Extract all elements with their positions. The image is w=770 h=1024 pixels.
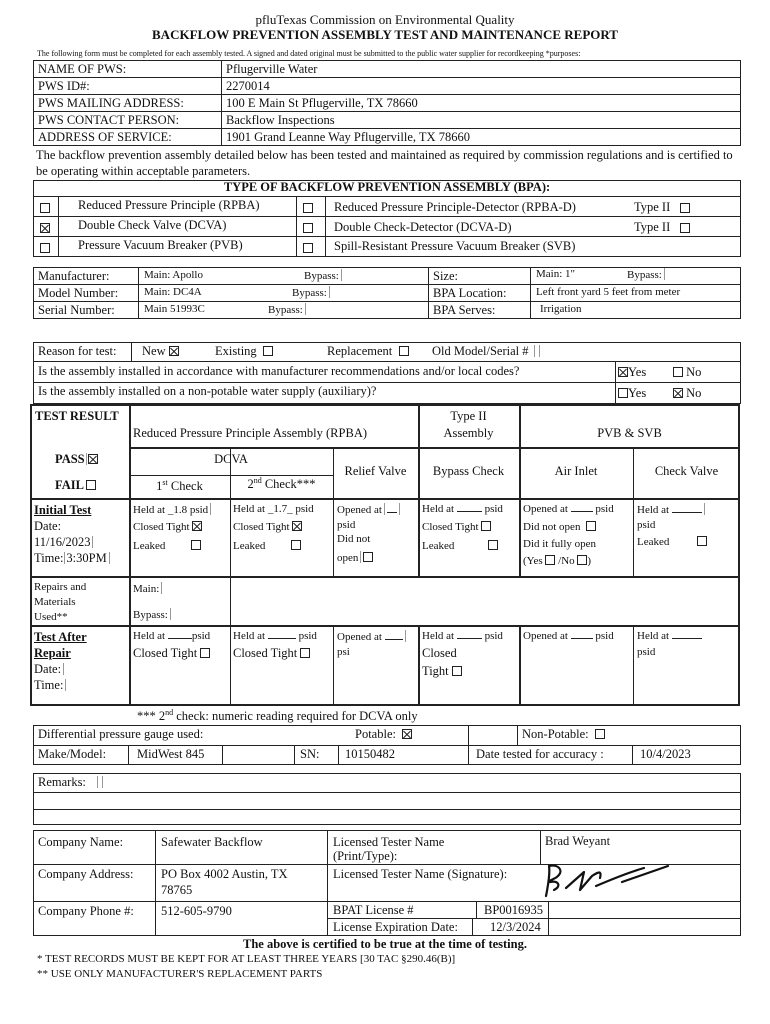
- rpbad-label: Reduced Pressure Principle-Detector (RPBA-D): [334, 200, 576, 214]
- after-bypass-closed: Closed: [422, 646, 457, 660]
- dcvad-type2-label: Type II: [634, 220, 671, 234]
- pws-id-label: PWS ID#:: [38, 79, 90, 93]
- check1-closed-tight[interactable]: Closed Tight: [133, 521, 202, 533]
- pws-id-value[interactable]: 2270014: [226, 79, 270, 93]
- remarks-box[interactable]: [33, 773, 741, 825]
- after-checkvalve-held-at[interactable]: Held at: [637, 630, 702, 642]
- parts-note: ** USE ONLY MANUFACTURER'S REPLACEMENT PARTS: [37, 968, 323, 980]
- second-check-heading: 2nd Check***: [247, 476, 316, 492]
- license-value[interactable]: BP0016935: [484, 903, 544, 917]
- manufacturer-main[interactable]: Main: Apollo: [144, 269, 203, 281]
- after-relief-psi: psi: [337, 646, 350, 658]
- after-check2-closed-tight[interactable]: Closed Tight: [233, 646, 310, 661]
- tester-signature: [540, 860, 675, 902]
- check1-held-at[interactable]: Held at _1.8 psid: [133, 503, 211, 516]
- reason-replacement[interactable]: Replacement: [327, 344, 409, 359]
- after-check2-held-at[interactable]: Held at psid: [233, 630, 317, 642]
- question-nonpotable: Is the assembly installed on a non-potable water supply (auxiliary)?: [38, 384, 377, 398]
- pws-name-label: NAME OF PWS:: [38, 62, 127, 76]
- sn-value[interactable]: 10150482: [345, 747, 395, 761]
- location-value[interactable]: Left front yard 5 feet from meter: [536, 286, 681, 298]
- repairs-label: Repairs and Materials Used**: [34, 581, 87, 623]
- pws-contact-value[interactable]: Backflow Inspections: [226, 113, 335, 127]
- model-bypass[interactable]: Bypass:: [292, 286, 332, 299]
- serves-value[interactable]: Irrigation: [540, 303, 582, 315]
- pws-mailing-label: PWS MAILING ADDRESS:: [38, 96, 184, 110]
- manufacturer-bypass[interactable]: Bypass:: [304, 269, 344, 282]
- company-address-label: Company Address:: [38, 867, 134, 881]
- accuracy-date-label: Date tested for accuracy :: [476, 747, 604, 761]
- size-main[interactable]: Main: 1": [536, 268, 576, 280]
- make-model-value[interactable]: MidWest 845: [137, 747, 205, 761]
- sn-label: SN:: [300, 747, 320, 761]
- checkvalve-held-at[interactable]: Held at: [637, 503, 707, 516]
- serial-main[interactable]: Main 51993C: [144, 303, 205, 315]
- after-date[interactable]: Date:: [34, 662, 66, 677]
- tester-name-label-2: (Print/Type):: [333, 849, 398, 863]
- remarks-label: Remarks:: [38, 775, 105, 790]
- rpbad-type2-label: Type II: [634, 200, 671, 214]
- bypass-held-at[interactable]: Held at psid: [422, 503, 503, 515]
- form-instructions: The following form must be completed for each assembly tested. A signed and dated original must be submitted to the public water supplier for recordkeeping *purposes:: [37, 49, 581, 58]
- after-relief-opened-at[interactable]: Opened at: [337, 630, 408, 643]
- service-address-value[interactable]: 1901 Grand Leanne Way Pflugerville, TX 78660: [226, 130, 470, 144]
- license-label: BPAT License #: [333, 903, 414, 917]
- records-note: * TEST RECORDS MUST BE KEPT FOR AT LEAST THREE YEARS [30 TAC §290.46(B)]: [37, 953, 456, 965]
- relief-did-not: Did not: [337, 533, 371, 545]
- check2-closed-tight[interactable]: Closed Tight: [233, 521, 302, 533]
- gauge-potable[interactable]: Potable:: [355, 727, 412, 742]
- initial-test-label: Initial Test: [34, 503, 92, 517]
- check2-leaked[interactable]: Leaked: [233, 540, 301, 552]
- company-name-value[interactable]: Safewater Backflow: [161, 835, 263, 849]
- question-codes: Is the assembly installed in accordance with manufacturer recommendations and/or local codes?: [38, 364, 520, 378]
- gauge-nonpotable[interactable]: Non-Potable:: [522, 727, 605, 742]
- serial-bypass[interactable]: Bypass:: [268, 303, 308, 316]
- initial-time[interactable]: Time: 3:30PM: [34, 551, 112, 566]
- repairs-bypass[interactable]: Bypass:: [133, 608, 173, 621]
- agency-title: pfluTexas Commission on Environmental Quality: [255, 12, 515, 27]
- dcva-footnote: *** 2nd check: numeric reading required for DCVA only: [137, 708, 418, 724]
- dcva-checkbox[interactable]: [40, 221, 50, 236]
- nonpotable-yes[interactable]: Yes: [618, 386, 646, 401]
- tester-name-label: Licensed Tester Name: [333, 835, 445, 849]
- checkvalve-psid: psid: [637, 519, 656, 531]
- air-opened-at[interactable]: Opened at psid: [523, 503, 614, 515]
- check-valve-heading: Check Valve: [654, 464, 719, 478]
- pvb-label: Pressure Vacuum Breaker (PVB): [78, 238, 243, 252]
- reason-label: Reason for test:: [38, 344, 117, 358]
- relief-open[interactable]: open: [337, 551, 373, 564]
- pws-contact-label: PWS CONTACT PERSON:: [38, 113, 180, 127]
- dcvad-label: Double Check-Detector (DCVA-D): [334, 220, 512, 234]
- check2-held-at[interactable]: Held at _1.7_ psid: [233, 503, 314, 515]
- rpba-label: Reduced Pressure Principle (RPBA): [78, 198, 260, 212]
- rpba-checkbox[interactable]: [40, 201, 50, 216]
- after-check1-held-at[interactable]: Held at psid: [133, 630, 211, 642]
- svb-label: Spill-Resistant Pressure Vacuum Breaker (SVB): [334, 239, 576, 253]
- pws-name-value[interactable]: Pflugerville Water: [226, 62, 318, 76]
- certification-statement: The backflow prevention assembly detailed below has been tested and maintained as required by commission regulations and is certified to be operating within acceptable parameters.: [36, 148, 733, 178]
- company-address-line2[interactable]: 78765: [161, 883, 193, 897]
- air-did-not-open[interactable]: Did not open: [523, 521, 596, 533]
- pws-mailing-value[interactable]: 100 E Main St Pflugerville, TX 78660: [226, 96, 418, 110]
- after-repair-label-1: Test After: [34, 630, 87, 644]
- air-fully-open-yes-no[interactable]: (Yes /No ): [523, 555, 592, 567]
- model-label: Model Number:: [38, 286, 119, 300]
- serial-label: Serial Number:: [38, 303, 115, 317]
- company-name-label: Company Name:: [38, 835, 124, 849]
- form-title: BACKFLOW PREVENTION ASSEMBLY TEST AND MAINTENANCE REPORT: [152, 27, 618, 42]
- initial-date-value[interactable]: 11/16/2023: [34, 535, 95, 550]
- codes-yes[interactable]: Yes: [618, 365, 646, 380]
- make-model-label: Make/Model:: [38, 747, 107, 761]
- codes-no[interactable]: No: [673, 365, 701, 380]
- nonpotable-no[interactable]: No: [673, 386, 701, 401]
- test-result-heading: TEST RESULT: [35, 409, 119, 423]
- model-main[interactable]: Main: DC4A: [144, 286, 202, 298]
- rpba-test-heading: Reduced Pressure Principle Assembly (RPBA): [133, 426, 368, 440]
- dcva-label: Double Check Valve (DCVA): [78, 218, 227, 232]
- gauge-label: Differential pressure gauge used:: [38, 727, 204, 741]
- bypass-check-heading: Bypass Check: [432, 464, 505, 478]
- repairs-main[interactable]: Main:: [133, 582, 164, 595]
- bypass-closed-tight[interactable]: Closed Tight: [422, 521, 491, 533]
- license-expiration-value[interactable]: 12/3/2024: [490, 920, 541, 934]
- reason-old-model[interactable]: Old Model/Serial #: [432, 344, 542, 359]
- after-check1-closed-tight[interactable]: Closed Tight: [133, 646, 210, 661]
- after-bypass-held-at[interactable]: Held at psid: [422, 630, 503, 642]
- pass-option[interactable]: PASS: [55, 452, 98, 467]
- svb-checkbox[interactable]: [303, 241, 313, 256]
- relief-psid: psid: [337, 519, 356, 531]
- tester-name-value[interactable]: Brad Weyant: [545, 834, 611, 848]
- manufacturer-label: Manufacturer:: [38, 269, 110, 283]
- accuracy-date-value[interactable]: 10/4/2023: [640, 747, 691, 761]
- location-label: BPA Location:: [433, 286, 507, 300]
- air-fully-open: Did it fully open: [523, 538, 597, 550]
- initial-date-label: Date:: [34, 519, 62, 533]
- company-address-line1[interactable]: PO Box 4002 Austin, TX: [161, 867, 288, 881]
- after-repair-label-2: Repair: [34, 646, 71, 660]
- type2-heading: Type II: [450, 409, 487, 423]
- pvb-checkbox[interactable]: [40, 241, 50, 256]
- signature-label: Licensed Tester Name (Signature):: [333, 867, 508, 881]
- dcva-heading: DCVA: [214, 452, 248, 466]
- after-bypass-tight[interactable]: Tight: [422, 664, 462, 679]
- after-checkvalve-psid: psid: [637, 646, 656, 658]
- bypass-leaked[interactable]: Leaked: [422, 540, 498, 552]
- dcvad-type2-checkbox[interactable]: [680, 221, 690, 236]
- reason-existing[interactable]: Existing: [215, 344, 273, 359]
- size-label: Size:: [433, 269, 458, 283]
- reason-new[interactable]: New: [142, 344, 179, 359]
- after-air-opened-at[interactable]: Opened at psid: [523, 630, 614, 642]
- relief-valve-heading: Relief Valve: [344, 464, 407, 478]
- check1-leaked[interactable]: Leaked: [133, 540, 201, 552]
- assembly-heading: Assembly: [443, 426, 494, 440]
- serves-label: BPA Serves:: [433, 303, 496, 317]
- air-inlet-heading: Air Inlet: [554, 464, 598, 478]
- fail-option[interactable]: FAIL: [55, 478, 96, 493]
- dcvad-checkbox[interactable]: [303, 221, 313, 236]
- service-address-label: ADDRESS OF SERVICE:: [38, 130, 172, 144]
- company-phone-value[interactable]: 512-605-9790: [161, 904, 232, 918]
- bpa-type-heading: TYPE OF BACKFLOW PREVENTION ASSEMBLY (BPA):: [223, 180, 551, 194]
- size-bypass[interactable]: Bypass:: [627, 268, 667, 281]
- certified-statement: The above is certified to be true at the time of testing.: [243, 937, 527, 951]
- relief-opened-at[interactable]: Opened at: [337, 503, 402, 516]
- pvb-svb-heading: PVB & SVB: [597, 426, 662, 440]
- after-time[interactable]: Time:: [34, 678, 68, 693]
- company-phone-label: Company Phone #:: [38, 904, 134, 918]
- rpbad-type2-checkbox[interactable]: [680, 201, 690, 216]
- checkvalve-leaked[interactable]: Leaked: [637, 536, 707, 548]
- rpbad-checkbox[interactable]: [303, 201, 313, 216]
- license-expiration-label: License Expiration Date:: [333, 920, 458, 934]
- first-check-heading: 1st Check: [156, 478, 203, 494]
